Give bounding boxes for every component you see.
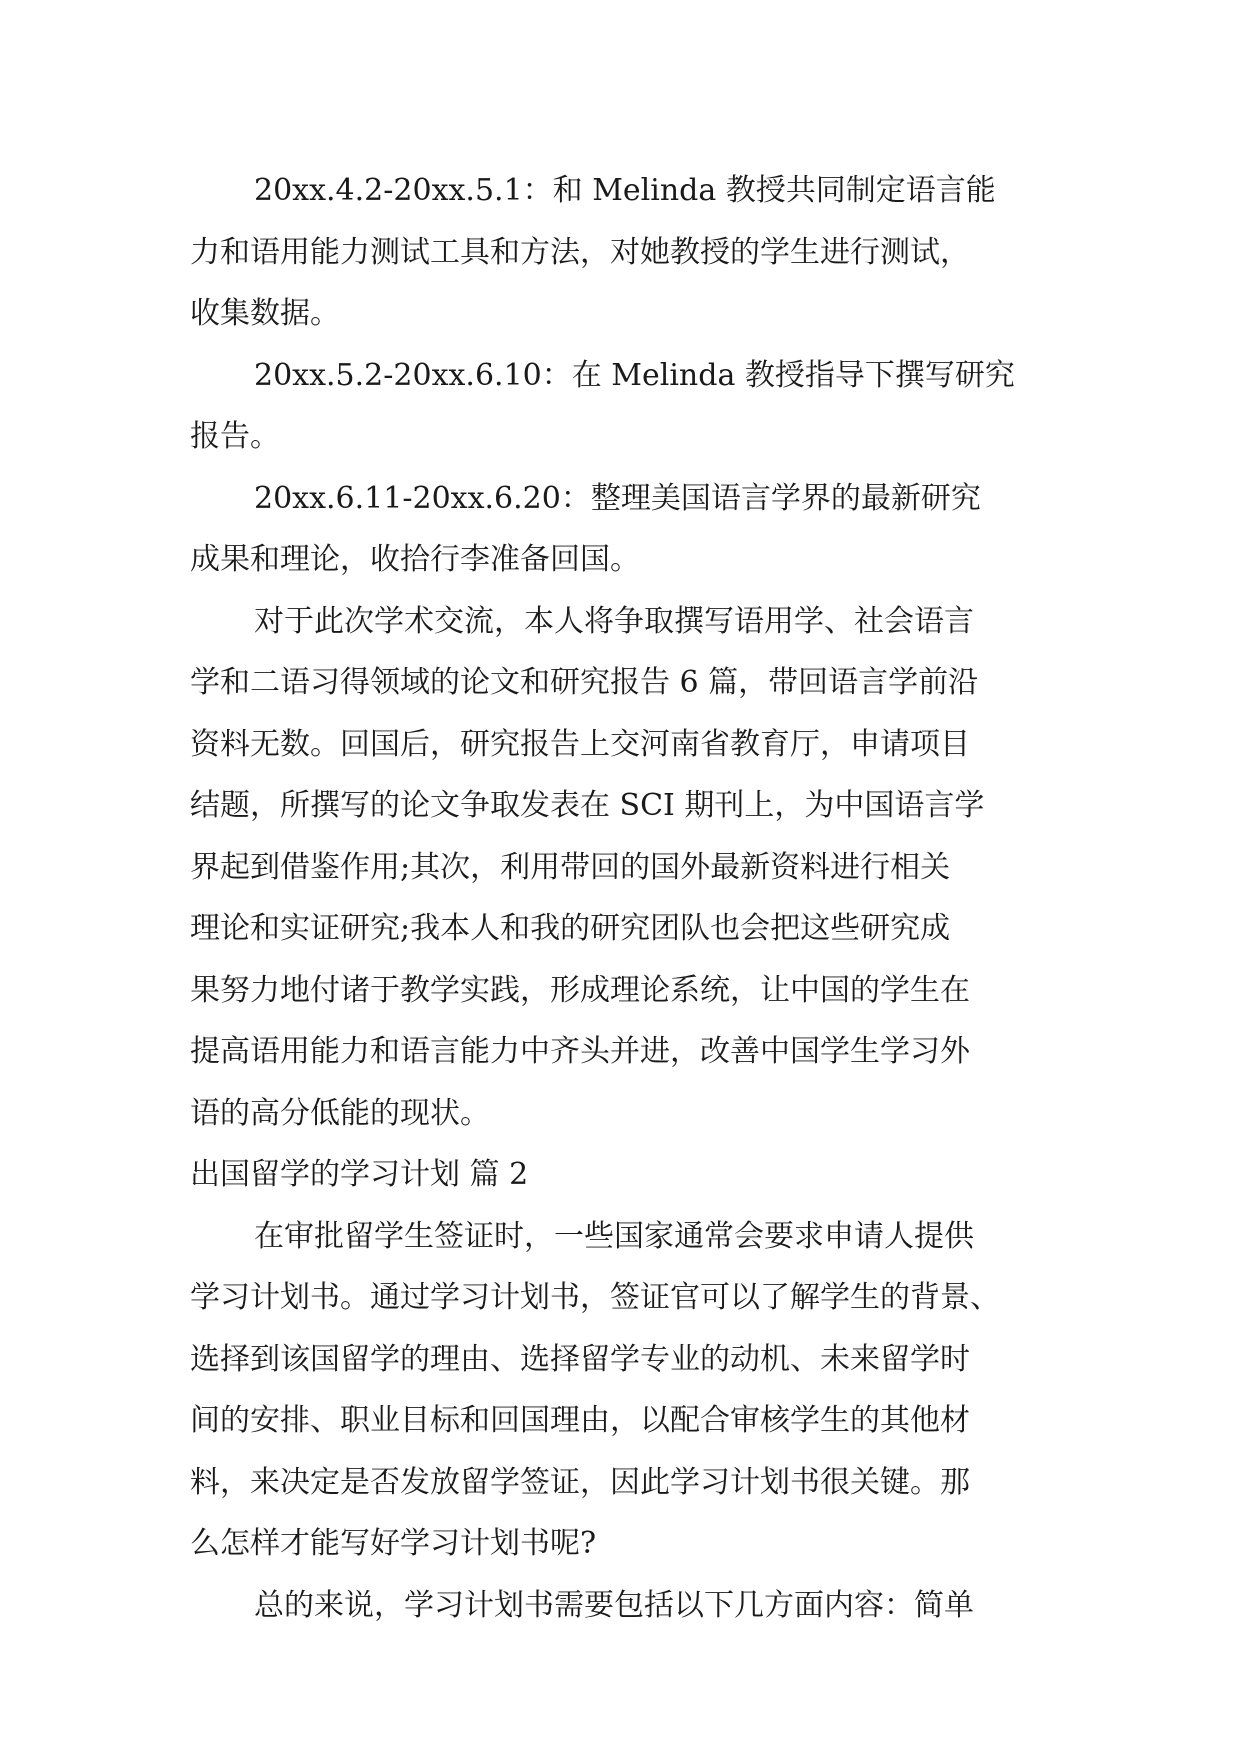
text-line: 提高语用能力和语言能力中齐头并进，改善中国学生学习外 — [190, 1034, 970, 1069]
text-line: 力和语用能力测试工具和方法，对她教授的学生进行测试， — [190, 234, 970, 270]
text-line: 总的来说，学习计划书需要包括以下几方面内容：简单 — [254, 1587, 974, 1623]
text-line: 学习计划书。通过学习计划书，签证官可以了解学生的背景、 — [190, 1280, 1000, 1315]
text-line: 界起到借鉴作用;其次，利用带回的国外最新资料进行相关 — [190, 849, 951, 885]
text-line: 在审批留学生签证时，一些国家通常会要求申请人提供 — [254, 1218, 974, 1254]
text-line: 学和二语习得领域的论文和研究报告 6 篇，带回语言学前沿 — [190, 665, 979, 700]
text-line: 理论和实证研究;我本人和我的研究团队也会把这些研究成 — [190, 911, 951, 946]
text-line: 果努力地付诸于教学实践，形成理论系统，让中国的学生在 — [190, 972, 970, 1008]
text-line: 20xx.5.2-20xx.6.10：在 Melinda 教授指导下撰写研究 — [254, 357, 1015, 393]
text-line: 间的安排、职业目标和回国理由，以配合审核学生的其他材 — [190, 1403, 970, 1438]
text-line: 20xx.6.11-20xx.6.20：整理美国语言学界的最新研究 — [254, 480, 981, 516]
text-line: 资料无数。回国后，研究报告上交河南省教育厅，申请项目 — [190, 726, 970, 762]
text-line: 对于此次学术交流，本人将争取撰写语用学、社会语言 — [254, 603, 974, 639]
text-line: 报告。 — [190, 419, 280, 454]
text-line: 成果和理论，收拾行李准备回国。 — [190, 542, 640, 577]
text-line: 语的高分低能的现状。 — [190, 1095, 490, 1131]
text-line: 20xx.4.2-20xx.5.1：和 Melinda 教授共同制定语言能 — [254, 173, 996, 208]
section-heading: 出国留学的学习计划 篇 2 — [190, 1157, 529, 1192]
text-line: 结题，所撰写的论文争取发表在 SCI 期刊上，为中国语言学 — [190, 788, 985, 823]
document-body — [190, 160, 1060, 1636]
text-line: 选择到该国留学的理由、选择留学专业的动机、未来留学时 — [190, 1341, 970, 1377]
text-line: 么怎样才能写好学习计划书呢? — [190, 1526, 597, 1561]
text-line: 收集数据。 — [190, 296, 340, 331]
text-line: 料，来决定是否发放留学签证，因此学习计划书很关键。那 — [190, 1464, 970, 1500]
